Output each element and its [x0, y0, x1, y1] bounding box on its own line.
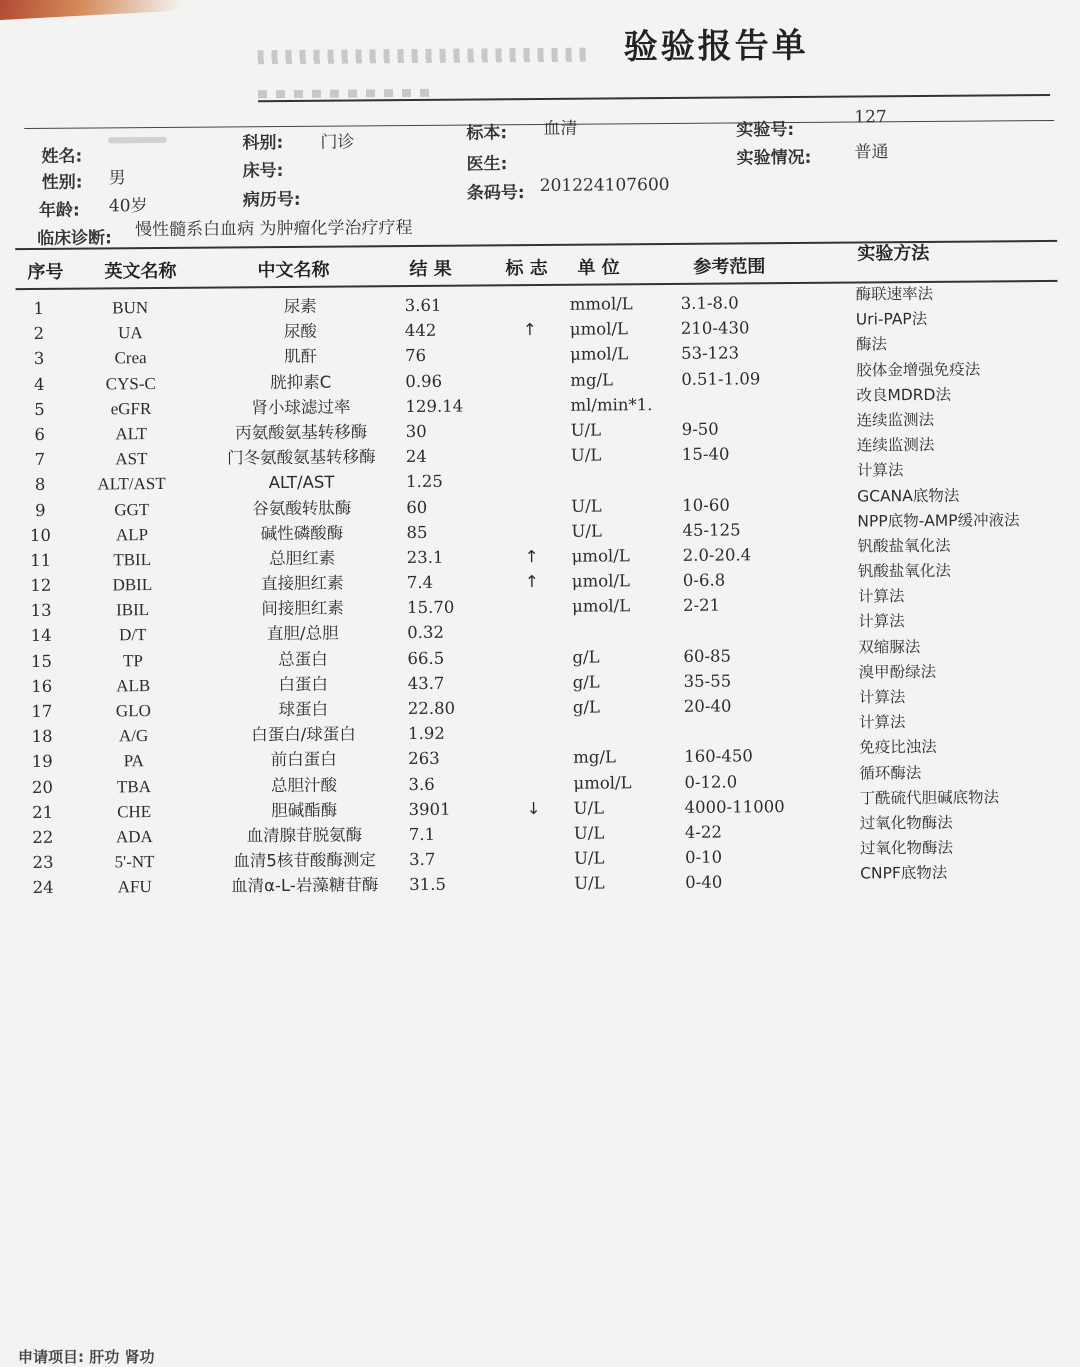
dept-value: 门诊 [320, 127, 354, 152]
row-result: 3.61 [405, 293, 442, 318]
row-result: 85 [406, 520, 427, 545]
row-method: 连续监测法 [857, 433, 935, 459]
row-english-name: GLO [81, 698, 186, 724]
age-label: 年龄: [39, 196, 80, 221]
header-idx: 序号 [27, 258, 63, 284]
row-english-name: IBIL [80, 597, 185, 623]
row-unit: μmol/L [570, 316, 628, 341]
row-method: 改良MDRD法 [856, 383, 951, 409]
lab-status-value: 普通 [854, 137, 888, 162]
row-reference-range: 210-430 [681, 316, 750, 342]
row-unit: U/L [574, 795, 605, 820]
row-reference-range: 0.51-1.09 [681, 366, 760, 392]
row-result: 263 [408, 746, 440, 771]
row-unit: μmol/L [572, 568, 630, 593]
report-title: 验验报告单 [623, 18, 808, 68]
header-unit: 单 位 [577, 253, 619, 279]
header-ref: 参考范围 [693, 252, 765, 279]
lab-no-label: 实验号: [736, 115, 794, 140]
row-chinese-name: 谷氨酸转肽酶 [199, 495, 404, 522]
row-method: GCANA底物法 [857, 483, 959, 509]
row-chinese-name: 前白蛋白 [201, 746, 406, 773]
row-result: 76 [405, 343, 426, 368]
row-unit: U/L [574, 846, 605, 871]
row-english-name: ALP [79, 521, 184, 547]
row-chinese-name: 间接胆红素 [200, 595, 405, 622]
row-index: 19 [27, 749, 57, 774]
row-method: 免疫比浊法 [859, 735, 937, 761]
row-reference-range: 0-10 [685, 845, 722, 870]
row-unit: U/L [571, 493, 602, 518]
row-result: 24 [406, 444, 427, 469]
row-result: 15.70 [407, 595, 454, 620]
row-reference-range: 35-55 [684, 668, 732, 693]
row-result: 31.5 [409, 872, 446, 897]
row-method: 钒酸盐氧化法 [857, 534, 950, 560]
barcode-label: 条码号: [467, 178, 525, 203]
row-flag: ↑ [522, 544, 542, 569]
age-value: 40岁 [109, 191, 148, 216]
row-english-name: UA [78, 320, 183, 346]
row-chinese-name: 门冬氨酸氨基转移酶 [199, 444, 404, 471]
row-method: 循环酶法 [859, 761, 921, 786]
row-english-name: PA [81, 748, 186, 774]
row-english-name: D/T [80, 622, 185, 648]
row-unit: μmol/L [572, 594, 630, 619]
row-method: 过氧化物酶法 [860, 811, 953, 837]
row-chinese-name: 血清α-L-岩藻糖苷酶 [202, 872, 407, 899]
row-method: NPP底物-AMP缓冲液法 [857, 508, 1019, 534]
row-english-name: BUN [78, 295, 183, 321]
row-unit: U/L [574, 820, 605, 845]
row-chinese-name: 尿酸 [198, 318, 403, 345]
row-method: Uri-PAP法 [856, 307, 928, 333]
row-flag: ↓ [524, 796, 544, 821]
row-unit: mg/L [573, 745, 616, 770]
row-result: 43.7 [408, 671, 445, 696]
row-index: 5 [24, 397, 54, 422]
row-chinese-name: 胆碱酯酶 [202, 797, 407, 824]
row-result: 3.6 [408, 771, 434, 796]
row-index: 3 [24, 346, 54, 371]
row-english-name: ALT [79, 421, 184, 447]
row-result: 22.80 [408, 696, 455, 721]
row-index: 10 [25, 522, 55, 547]
row-chinese-name: 胱抑素C [198, 369, 403, 396]
row-reference-range: 2.0-20.4 [683, 542, 752, 568]
row-index: 14 [26, 623, 56, 648]
row-index: 13 [26, 598, 56, 623]
row-chinese-name: 碱性磷酸酶 [199, 520, 404, 547]
row-english-name: CHE [82, 799, 187, 825]
specimen-value: 血清 [543, 114, 577, 139]
row-result: 442 [405, 318, 437, 343]
row-english-name: AFU [82, 874, 187, 900]
row-method: 胶体金增强免疫法 [856, 357, 980, 383]
row-index: 4 [24, 371, 54, 396]
row-result: 3901 [409, 796, 451, 821]
row-chinese-name: 白蛋白 [201, 671, 406, 698]
row-unit: U/L [571, 518, 602, 543]
row-english-name: A/G [81, 723, 186, 749]
row-index: 6 [25, 422, 55, 447]
row-unit: g/L [572, 644, 599, 669]
row-method: 计算法 [858, 610, 905, 635]
row-chinese-name: 白蛋白/球蛋白 [201, 721, 406, 748]
row-result: 0.96 [405, 368, 442, 393]
lab-status-label: 实验情况: [736, 143, 811, 169]
record-label: 病历号: [243, 185, 301, 210]
row-reference-range: 0-12.0 [684, 769, 737, 794]
gender-value: 男 [109, 163, 126, 188]
specimen-label: 标本: [466, 118, 507, 143]
header-method: 实验方法 [857, 239, 929, 266]
row-index: 23 [28, 850, 58, 875]
row-index: 1 [24, 296, 54, 321]
row-english-name: TP [80, 647, 185, 673]
row-reference-range: 0-40 [685, 870, 722, 895]
row-english-name: ALB [81, 673, 186, 699]
row-chinese-name: ALT/AST [199, 469, 404, 496]
name-redacted [108, 137, 166, 143]
row-chinese-name: 尿素 [198, 293, 403, 320]
row-method: CNPF底物法 [860, 861, 947, 887]
row-method: 计算法 [859, 710, 906, 735]
row-chinese-name: 血清5核苷酸酶测定 [202, 847, 407, 874]
row-result: 7.4 [407, 570, 433, 595]
doctor-label: 医生: [466, 149, 507, 174]
row-result: 1.25 [406, 469, 443, 494]
row-reference-range: 0-6.8 [683, 568, 726, 593]
row-result: 129.14 [405, 393, 463, 418]
faded-hospital-name [258, 48, 588, 65]
row-index: 15 [26, 648, 56, 673]
row-result: 0.32 [407, 620, 444, 645]
row-unit: g/L [573, 695, 600, 720]
row-unit: g/L [573, 669, 600, 694]
row-method: 计算法 [857, 458, 904, 483]
row-unit: mg/L [570, 367, 613, 392]
row-english-name: GGT [79, 496, 184, 522]
row-english-name: TBIL [80, 547, 185, 573]
row-english-name: eGFR [78, 396, 183, 422]
row-unit: mmol/L [570, 291, 633, 316]
row-english-name: AST [79, 446, 184, 472]
row-method: 溴甲酚绿法 [858, 660, 936, 686]
requested-items: 申请项目: 肝功 肾功 [18, 1346, 154, 1367]
row-english-name: ALT/AST [79, 471, 184, 497]
row-index: 22 [28, 825, 58, 850]
row-reference-range: 20-40 [684, 694, 732, 719]
row-method: 双缩脲法 [858, 635, 920, 660]
header-result: 结 果 [409, 255, 451, 281]
row-chinese-name: 血清腺苷脱氨酶 [202, 822, 407, 849]
diagnosis-label: 临床诊断: [37, 223, 112, 249]
row-chinese-name: 球蛋白 [201, 696, 406, 723]
row-method: 计算法 [858, 584, 905, 609]
row-reference-range: 10-60 [682, 492, 730, 517]
row-reference-range: 2-21 [683, 593, 720, 618]
header-cn: 中文名称 [257, 256, 329, 283]
row-english-name: 5'-NT [82, 849, 187, 875]
row-reference-range: 160-450 [684, 744, 753, 770]
row-result: 60 [406, 494, 427, 519]
row-unit: ml/min*1. [570, 392, 652, 418]
row-unit: U/L [571, 417, 602, 442]
row-chinese-name: 总蛋白 [200, 646, 405, 673]
row-index: 7 [25, 447, 55, 472]
row-unit: μmol/L [573, 770, 631, 795]
row-reference-range: 9-50 [682, 417, 719, 442]
row-flag: ↑ [522, 569, 542, 594]
row-chinese-name: 肾小球滤过率 [198, 394, 403, 421]
row-index: 24 [28, 875, 58, 900]
row-english-name: Crea [78, 345, 183, 371]
row-method: 丁酰硫代胆碱底物法 [859, 785, 999, 811]
row-index: 8 [25, 472, 55, 497]
row-index: 18 [27, 724, 57, 749]
row-index: 16 [27, 674, 57, 699]
row-unit: U/L [574, 871, 605, 896]
row-index: 9 [25, 497, 55, 522]
row-result: 3.7 [409, 847, 435, 872]
row-result: 23.1 [407, 545, 444, 570]
gender-label: 性别: [42, 168, 83, 193]
row-method: 计算法 [859, 685, 906, 710]
row-chinese-name: 总胆红素 [200, 545, 405, 572]
row-method: 酶联速率法 [856, 282, 934, 308]
results-table-body [0, 288, 1080, 901]
row-chinese-name: 直胆/总胆 [200, 620, 405, 647]
row-method: 钒酸盐氧化法 [858, 559, 951, 585]
row-index: 20 [27, 774, 57, 799]
row-reference-range: 60-85 [683, 643, 731, 668]
lab-no-value: 127 [854, 107, 887, 127]
row-unit: μmol/L [572, 543, 630, 568]
row-result: 1.92 [408, 721, 445, 746]
row-chinese-name: 肌酐 [198, 343, 403, 370]
row-unit: μmol/L [570, 342, 628, 367]
row-index: 2 [24, 321, 54, 346]
row-english-name: ADA [82, 824, 187, 850]
row-result: 66.5 [407, 645, 444, 670]
faded-hospital-subtitle [258, 89, 438, 98]
name-label: 姓名: [41, 142, 82, 167]
row-chinese-name: 丙氨酸氨基转移酶 [199, 419, 404, 446]
row-reference-range: 3.1-8.0 [681, 290, 739, 315]
row-reference-range: 53-123 [681, 341, 739, 366]
bed-label: 床号: [243, 156, 284, 181]
header-top-rule [24, 120, 1054, 129]
row-english-name: CYS-C [78, 370, 183, 396]
row-index: 12 [26, 573, 56, 598]
row-reference-range: 45-125 [682, 517, 740, 542]
dept-label: 科别: [242, 128, 283, 153]
row-english-name: DBIL [80, 572, 185, 598]
row-method: 连续监测法 [857, 408, 935, 434]
row-chinese-name: 直接胆红素 [200, 570, 405, 597]
row-method: 酶法 [856, 333, 887, 358]
header-flag: 标 志 [505, 254, 547, 280]
row-result: 30 [406, 419, 427, 444]
row-flag: ↑ [520, 317, 540, 342]
header-en: 英文名称 [104, 257, 176, 284]
row-index: 21 [28, 800, 58, 825]
row-reference-range: 15-40 [682, 442, 730, 467]
row-method: 过氧化物酶法 [860, 836, 953, 862]
row-reference-range: 4-22 [685, 820, 722, 845]
barcode-value: 201224107600 [540, 175, 670, 196]
diagnosis-value: 慢性髓系白血病 为肿瘤化学治疗疗程 [135, 213, 413, 240]
row-result: 7.1 [409, 822, 435, 847]
row-index: 11 [26, 548, 56, 573]
row-reference-range: 4000-11000 [685, 794, 785, 820]
row-english-name: TBA [81, 773, 186, 799]
row-chinese-name: 总胆汁酸 [201, 772, 406, 799]
row-index: 17 [27, 699, 57, 724]
row-unit: U/L [571, 443, 602, 468]
